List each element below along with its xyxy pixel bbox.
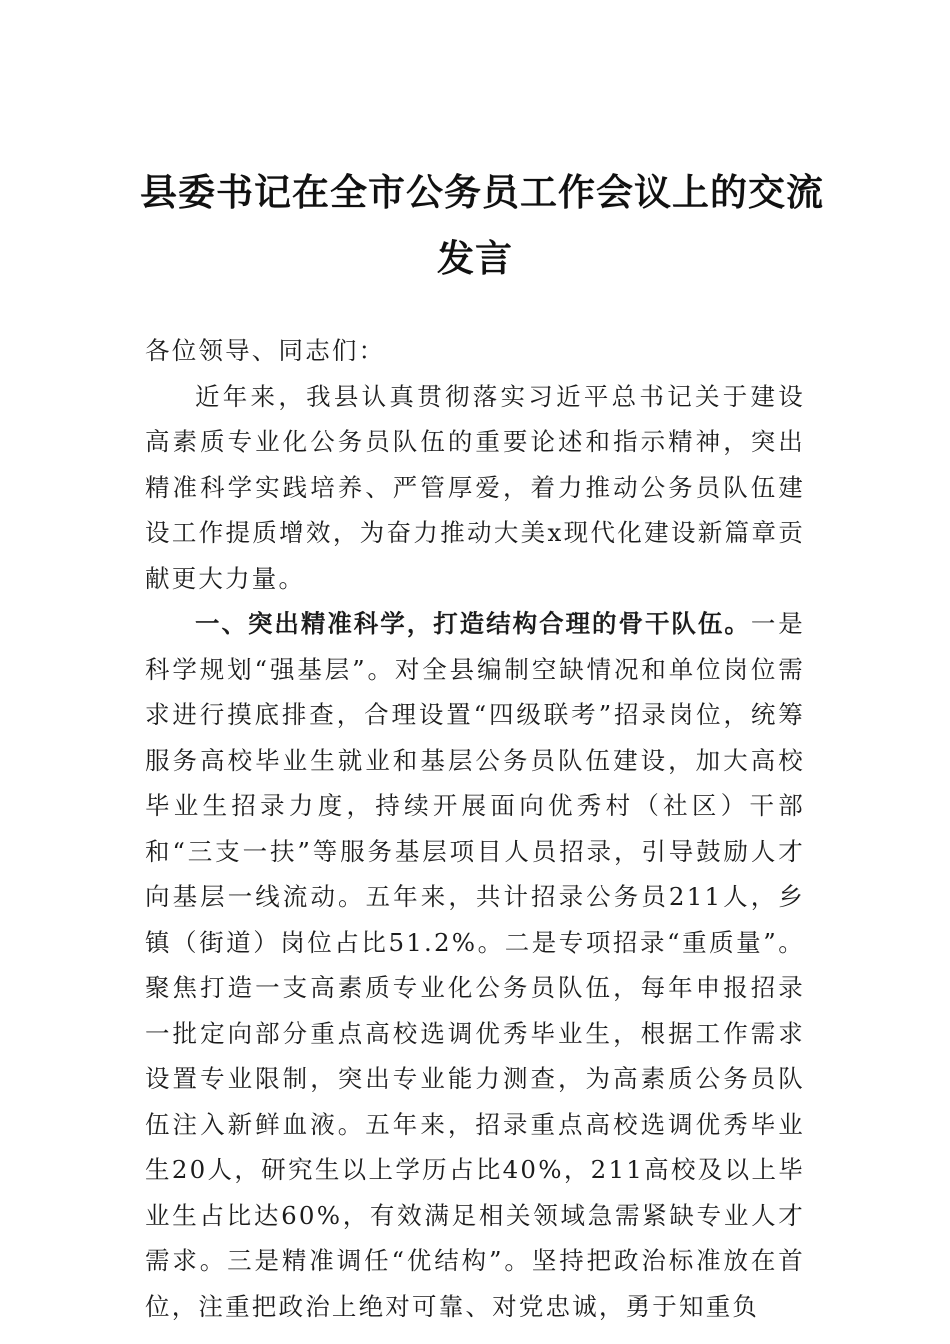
section-1-text: 一是科学规划“强基层”。对全县编制空缺情况和单位岗位需求进行摸底排查，合理设置“四级联考”招录岗位，统筹服务高校毕业生就业和基层公务员队伍建设，加大高校毕业生招录力度，持续开展面向优秀村（社区）干部和“三支一扶”等服务基层项目人员招录，引导鼓励人才向基层一线流动。五年来，共计招录公务员211人，乡镇（街道）岗位占比51.2%。二是专项招录“重质量”。聚焦打造一支高素质专业化公务员队伍，每年申报招录一批定向部分重点高校选调优秀毕业生，根据工作需求设置专业限制，突出专业能力测查，为高素质公务员队伍注入新鲜血液。五年来，招录重点高校选调优秀毕业生20人，研究生以上学历占比40%，211高校及以上毕业生占比达60%，有效满足相关领域急需紧缺专业人才需求。三是精准调任“优结构”。坚持把政治标准放在首位，注重把政治上绝对可靠、对党忠诚，勇于知重负 <box>145 609 805 1321</box>
intro-paragraph: 近年来，我县认真贯彻落实习近平总书记关于建设高素质专业化公务员队伍的重要论述和指示精神，突出精准科学实践培养、严管厚爱，着力推动公务员队伍建设工作提质增效，为奋力推动大美x现代化建设新篇章贡献更大力量。 <box>145 381 805 593</box>
section-1-heading: 一、突出精准科学，打造结构合理的骨干队伍。 <box>195 609 751 638</box>
document-title-line-2: 发言 <box>437 236 513 280</box>
document-title-line-1: 县委书记在全市公务员工作会议上的交流 <box>140 170 824 214</box>
salutation: 各位领导、同志们： <box>145 336 386 365</box>
document-body <box>145 328 805 1329</box>
section-1-paragraph <box>145 601 805 1329</box>
